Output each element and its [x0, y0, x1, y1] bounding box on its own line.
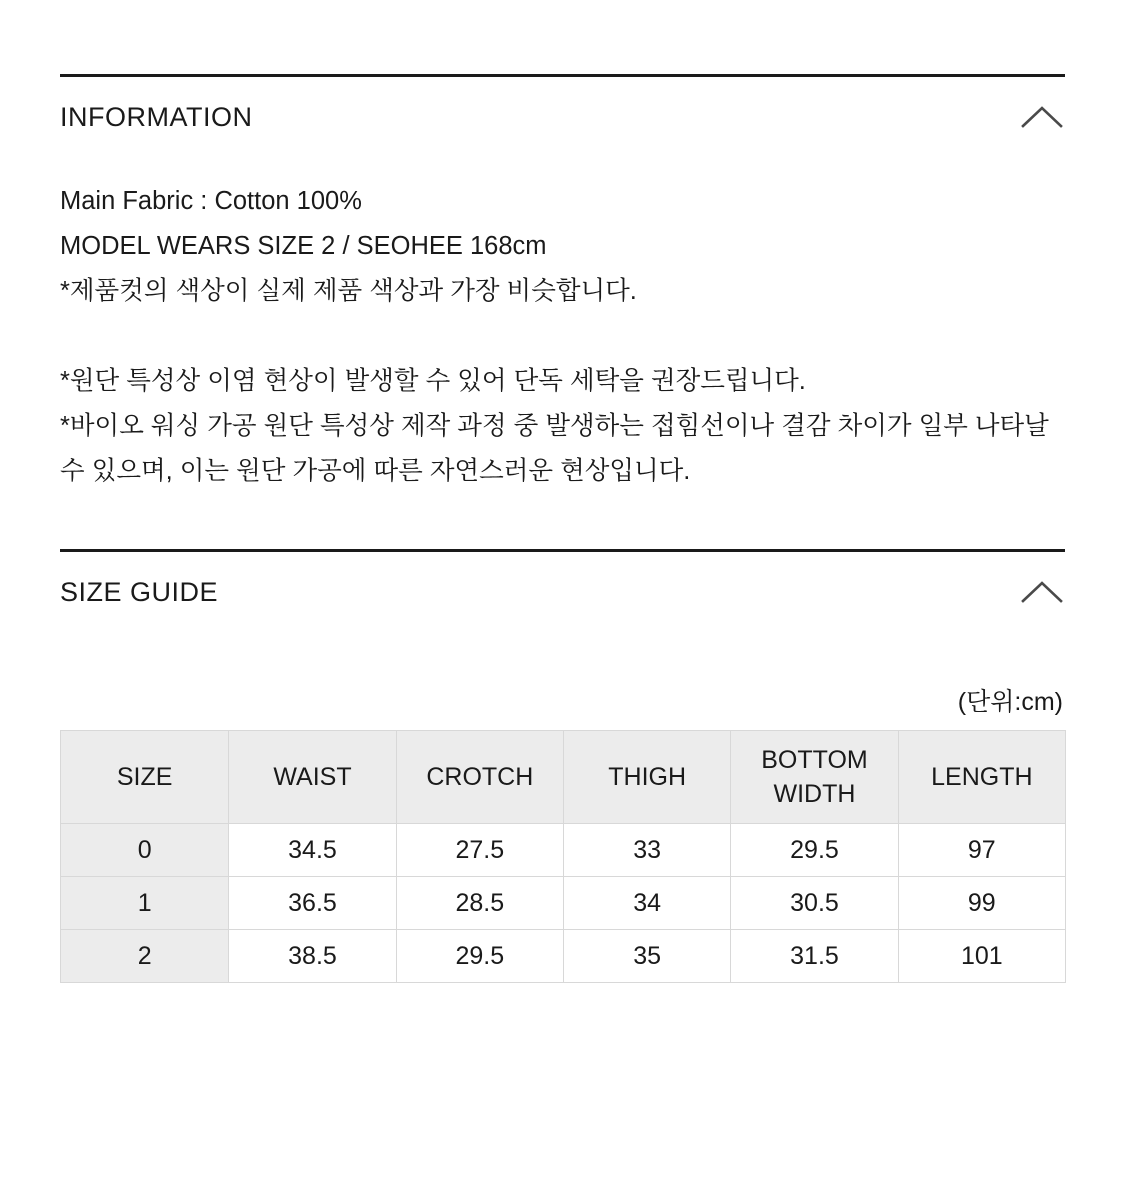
information-line-5: *바이오 워싱 가공 원단 특성상 제작 과정 중 발생하는 접힘선이나 결감 차이가 일부 나타날 수 있으며, 이는 원단 가공에 따른 자연스러운 현상입니다.	[60, 412, 1049, 485]
column-header-crotch: CROTCH	[396, 731, 563, 824]
cell-thigh: 34	[563, 877, 730, 930]
table-row	[61, 824, 1066, 877]
cell-length: 97	[898, 824, 1065, 877]
information-line-3: *제품컷의 색상이 실제 제품 색상과 가장 비슷합니다.	[60, 277, 637, 305]
information-section-header[interactable]	[60, 77, 1065, 157]
cell-thigh: 33	[563, 824, 730, 877]
cell-crotch: 29.5	[396, 930, 563, 983]
size-unit-note: (단위:cm)	[957, 688, 1063, 716]
table-row	[61, 877, 1066, 930]
information-paragraph-gap	[60, 314, 1065, 359]
cell-waist: 38.5	[229, 930, 396, 983]
size-guide-section-header[interactable]	[60, 552, 1065, 632]
cell-thigh: 35	[563, 930, 730, 983]
cell-bottom-width: 30.5	[731, 877, 898, 930]
column-header-waist: WAIST	[229, 731, 396, 824]
cell-length: 99	[898, 877, 1065, 930]
cell-crotch: 28.5	[396, 877, 563, 930]
information-line-1: Main Fabric : Cotton 100%	[60, 187, 362, 215]
cell-size: 1	[61, 877, 229, 930]
column-header-bottom-width: BOTTOM WIDTH	[731, 731, 898, 824]
information-body	[60, 179, 1065, 494]
column-header-length: LENGTH	[898, 731, 1065, 824]
product-detail-page	[0, 74, 1125, 1199]
size-guide-table	[60, 730, 1066, 983]
column-header-size: SIZE	[61, 731, 229, 824]
table-header-row	[61, 731, 1066, 824]
column-header-thigh: THIGH	[563, 731, 730, 824]
cell-crotch: 27.5	[396, 824, 563, 877]
size-guide-title: SIZE GUIDE	[60, 576, 219, 607]
cell-bottom-width: 31.5	[731, 930, 898, 983]
cell-waist: 34.5	[229, 824, 396, 877]
cell-length: 101	[898, 930, 1065, 983]
chevron-up-icon[interactable]	[1019, 569, 1065, 615]
cell-size: 0	[61, 824, 229, 877]
cell-bottom-width: 29.5	[731, 824, 898, 877]
information-line-2: MODEL WEARS SIZE 2 / SEOHEE 168cm	[60, 232, 547, 260]
table-row	[61, 930, 1066, 983]
cell-size: 2	[61, 930, 229, 983]
information-title: INFORMATION	[60, 101, 253, 132]
cell-waist: 36.5	[229, 877, 396, 930]
information-line-4: *원단 특성상 이염 현상이 발생할 수 있어 단독 세탁을 권장드립니다.	[60, 367, 806, 395]
chevron-up-icon[interactable]	[1019, 94, 1065, 140]
